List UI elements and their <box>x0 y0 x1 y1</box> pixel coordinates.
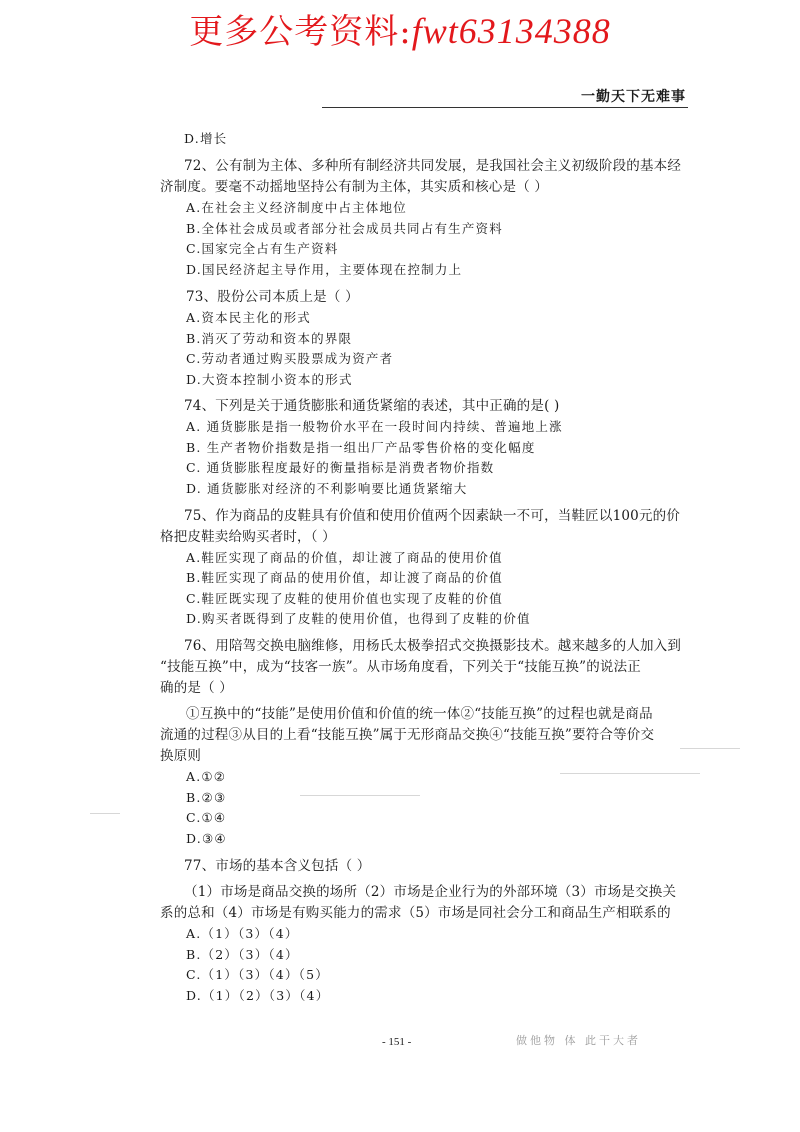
question-line: 77、市场的基本含义包括（ ） <box>184 858 371 874</box>
option-line: B.（2）（3）（4） <box>186 947 299 962</box>
statement-line: 系的总和（4）市场是有购买能力的需求（5）市场是同社会分工和商品生产相联系的 <box>160 905 671 921</box>
option-line: B. 生产者物价指数是指一组出厂产品零售价格的变化幅度 <box>186 440 536 455</box>
statement-line: ①互换中的“技能”是使用价值和价值的统一体②“技能互换”的过程也就是商品 <box>186 706 653 722</box>
option-line: A.①② <box>186 769 227 784</box>
banner-contact: fwt63134388 <box>411 11 611 51</box>
option-line: C.国家完全占有生产资料 <box>186 241 339 256</box>
option-line: A. 通货膨胀是指一般物价水平在一段时间内持续、普遍地上涨 <box>186 419 563 434</box>
option-line: A.资本民主化的形式 <box>186 310 312 325</box>
scan-artifact <box>680 748 740 749</box>
statement-line: （1）市场是商品交换的场所（2）市场是企业行为的外部环境（3）市场是交换关 <box>184 884 677 900</box>
question-line: 济制度。要毫不动摇地坚持公有制为主体，其实质和核心是（ ） <box>160 179 549 195</box>
option-line: D.大资本控制小资本的形式 <box>186 372 353 387</box>
option-line: B.②③ <box>186 790 227 805</box>
option-line: C.①④ <box>186 810 227 825</box>
option-line: D.（1）（2）（3）（4） <box>186 988 330 1003</box>
question-line: 72、公有制为主体、多种所有制经济共同发展，是我国社会主义初级阶段的基本经 <box>184 158 682 174</box>
scan-artifact <box>90 813 120 814</box>
statement-line: 流通的过程③从目的上看“技能互换”属于无形商品交换④“技能互换”要符合等价交 <box>160 727 655 743</box>
option-line: B.鞋匠实现了商品的使用价值，却让渡了商品的价值 <box>186 570 503 585</box>
banner-prefix: 更多公考资料 <box>189 12 400 52</box>
option-line: A.在社会主义经济制度中占主体地位 <box>186 200 407 215</box>
statement-line: 换原则 <box>160 748 202 764</box>
footer-faint-text: 做他物 体 此干大者 <box>516 1034 641 1047</box>
option-line: D.国民经济起主导作用，主要体现在控制力上 <box>186 262 463 277</box>
banner-separator: : <box>399 12 412 52</box>
question-line: 76、用陪驾交换电脑维修，用杨氏太极拳招式交换摄影技术。越来越多的人加入到 <box>184 638 682 654</box>
question-line: 格把皮鞋卖给购买者时，（ ） <box>160 529 336 545</box>
option-line: D.增长 <box>184 131 228 146</box>
option-line: C.鞋匠既实现了皮鞋的使用价值也实现了皮鞋的价值 <box>186 591 503 606</box>
option-line: D. 通货膨胀对经济的不利影响要比通货紧缩大 <box>186 481 468 496</box>
question-line: “技能互换”中，成为“技客一族”。从市场角度看，下列关于“技能互换”的说法正 <box>160 659 642 675</box>
option-line: C. 通货膨胀程度最好的衡量指标是消费者物价指数 <box>186 460 495 475</box>
option-line: C.劳动者通过购买股票成为资产者 <box>186 351 394 366</box>
page-number: - 151 - <box>382 1036 412 1048</box>
question-line: 确的是（ ） <box>160 680 233 696</box>
option-line: B.消灭了劳动和资本的界限 <box>186 331 353 346</box>
option-line: B.全体社会成员或者部分社会成员共同占有生产资料 <box>186 221 503 236</box>
question-line: 75、作为商品的皮鞋具有价值和使用价值两个因素缺一不可，当鞋匠以100元的价 <box>184 508 681 524</box>
option-line: D.购买者既得到了皮鞋的使用价值，也得到了皮鞋的价值 <box>186 611 531 626</box>
running-head: 一勤天下无难事 <box>581 89 686 105</box>
option-line: C.（1）（3）（4）（5） <box>186 967 329 982</box>
scan-artifact <box>560 773 700 774</box>
question-line: 74、下列是关于通货膨胀和通货紧缩的表述，其中正确的是( ) <box>184 398 560 414</box>
question-line: 73、股份公司本质上是（ ） <box>186 289 359 305</box>
scan-artifact <box>300 795 420 796</box>
option-line: A.（1）（3）（4） <box>186 926 299 941</box>
option-line: A.鞋匠实现了商品的价值，却让渡了商品的使用价值 <box>186 550 503 565</box>
option-line: D.③④ <box>186 831 227 846</box>
